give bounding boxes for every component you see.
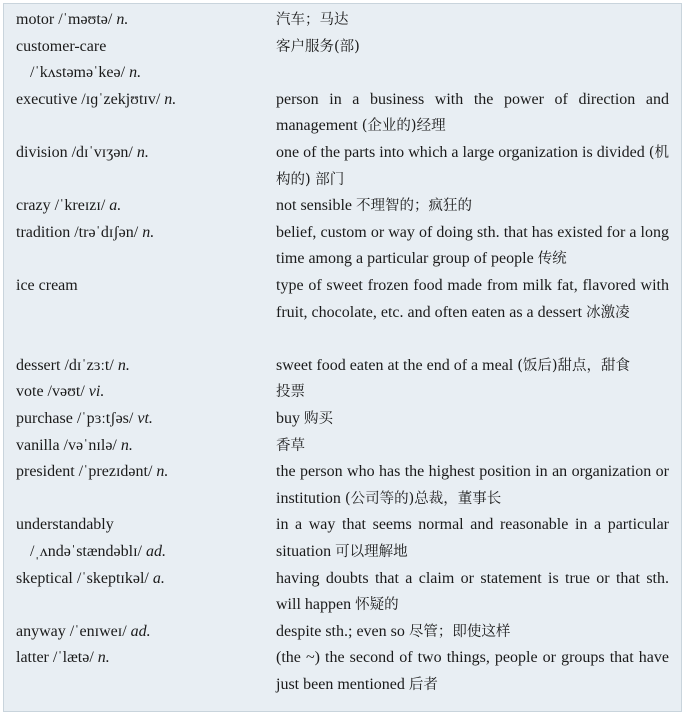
phonetic: /ˈskeptɪkəl/ [76, 569, 149, 587]
part-of-speech: n. [142, 223, 155, 241]
definition-zh: (机构的) 部门 [276, 145, 670, 188]
phonetic: /ˈenɪweɪ/ [69, 622, 127, 640]
definition [276, 433, 669, 460]
definition [276, 220, 669, 273]
vocabulary-panel [3, 3, 682, 712]
definition [276, 459, 669, 512]
definition-zh: (公司等的)总裁，董事长 [344, 490, 502, 507]
word-text: crazy [16, 197, 51, 215]
definition-zh: 可以理解地 [335, 543, 408, 560]
word-text: skeptical [16, 569, 73, 587]
definition-en: belief, custom or way of doing sth. that has existed for a long time among a particular group of people [276, 223, 669, 268]
word-text: anyway [16, 622, 66, 640]
headword [16, 512, 266, 565]
headword [16, 273, 266, 300]
headword [16, 406, 266, 433]
headword [16, 34, 266, 87]
word-text: division [16, 144, 68, 161]
word-text: ice cream [16, 277, 78, 294]
part-of-speech: n. [97, 649, 110, 667]
phonetic: /vəˈnɪlə/ [63, 436, 117, 454]
headword [16, 7, 266, 34]
definition [276, 619, 669, 646]
definition [276, 379, 669, 406]
headword [16, 220, 266, 247]
definition-en: person in a business with the power of direction and management [276, 90, 669, 135]
definition-en: one of the parts into which a large organization is divided [276, 144, 645, 161]
definition [276, 566, 669, 619]
word-text: customer-care [16, 37, 107, 55]
phonetic: /ˈkreɪzɪ/ [54, 197, 106, 215]
definition [276, 512, 669, 565]
definition-zh: 传统 [537, 251, 567, 268]
definition-zh: (饭后)甜点，甜食 [517, 357, 631, 374]
part-of-speech: n. [120, 436, 133, 454]
headword [16, 619, 266, 646]
definition-en: despite sth.; even so [276, 622, 405, 640]
definition-en: in a way that seems normal and reasonable in a particular situation [276, 516, 669, 560]
phonetic: /trəˈdɪʃən/ [74, 223, 139, 241]
word-text: vote [16, 383, 44, 401]
definition-zh: 怀疑的 [355, 597, 399, 614]
phonetic: /ˈməʊtə/ [58, 11, 113, 28]
definition [276, 273, 669, 326]
definition-zh: 不理智的；疯狂的 [356, 198, 472, 215]
headword [16, 433, 266, 460]
headword [16, 353, 266, 380]
part-of-speech: a. [152, 569, 165, 587]
part-of-speech: vt. [137, 410, 153, 427]
part-of-speech: n. [136, 144, 149, 161]
phonetic: /ˈkʌstəməˈkeə/ [30, 64, 126, 82]
phonetic: /ˈprezɪdənt/ [78, 463, 153, 481]
headword [16, 193, 266, 220]
definition-zh: 后者 [408, 676, 438, 693]
definition-en: not sensible [276, 197, 352, 215]
phonetic: /ɪɡˈzekjʊtɪv/ [81, 90, 161, 108]
definition [276, 353, 669, 380]
part-of-speech: n. [116, 11, 129, 28]
part-of-speech: n. [156, 463, 169, 481]
part-of-speech: vi. [88, 383, 105, 401]
headword [16, 379, 266, 406]
definition-en: sweet food eaten at the end of a meal [276, 356, 514, 374]
part-of-speech: ad. [130, 622, 151, 640]
word-text: tradition [16, 223, 71, 241]
definition [276, 7, 669, 34]
definition-zh: 香草 [276, 437, 305, 454]
part-of-speech: n. [129, 64, 142, 82]
word-text: purchase [16, 410, 73, 427]
definition [276, 87, 669, 140]
word-text: president [16, 463, 75, 481]
word-text: executive [16, 90, 78, 108]
word-text: dessert [16, 356, 61, 374]
word-text: latter [16, 649, 49, 667]
definition [276, 645, 669, 698]
phonetic: /vəʊt/ [47, 383, 85, 401]
definition [276, 406, 669, 433]
phonetic: /dɪˈvɪʒən/ [71, 144, 133, 161]
definition [276, 140, 669, 193]
headword [16, 566, 266, 593]
headword [16, 140, 266, 167]
definition [276, 193, 669, 220]
definition-zh: 投票 [276, 384, 305, 401]
definition-zh: 冰激凌 [586, 304, 630, 321]
part-of-speech: ad. [145, 542, 166, 560]
definition-zh: 客户服务(部) [276, 38, 360, 55]
headword [16, 459, 266, 486]
word-text: motor [16, 11, 55, 28]
definition-zh: 尽管；即使这样 [408, 623, 511, 640]
headword [16, 87, 266, 114]
part-of-speech: a. [109, 197, 122, 215]
word-text: vanilla [16, 436, 60, 454]
phonetic: /dɪˈzɜːt/ [64, 356, 114, 374]
definition-en: type of sweet frozen food made from milk fat, flavored with fruit, chocolate, etc. and often eaten as a dessert [276, 277, 669, 321]
definition-zh: 购买 [304, 411, 333, 427]
part-of-speech: n. [117, 356, 130, 374]
headword [16, 645, 266, 672]
definition-en: buy [276, 410, 300, 427]
definition [276, 34, 669, 61]
phonetic: /ˌʌndəˈstændəblɪ/ [30, 542, 142, 560]
definition-zh: 汽车；马达 [276, 12, 349, 28]
definition-en: the person who has the highest position in an organization or institution [276, 463, 669, 507]
word-text: understandably [16, 516, 114, 534]
definition-en: (the ~) the second of two things, people or groups that have just been mentioned [276, 649, 669, 693]
definition-zh: (企业的)经理 [361, 118, 446, 135]
part-of-speech: n. [164, 90, 177, 108]
definition-en: having doubts that a claim or statement is true or that sth. will happen [276, 569, 669, 614]
phonetic: /ˈpɜːtʃəs/ [76, 410, 134, 427]
phonetic: /ˈlætə/ [52, 649, 94, 667]
